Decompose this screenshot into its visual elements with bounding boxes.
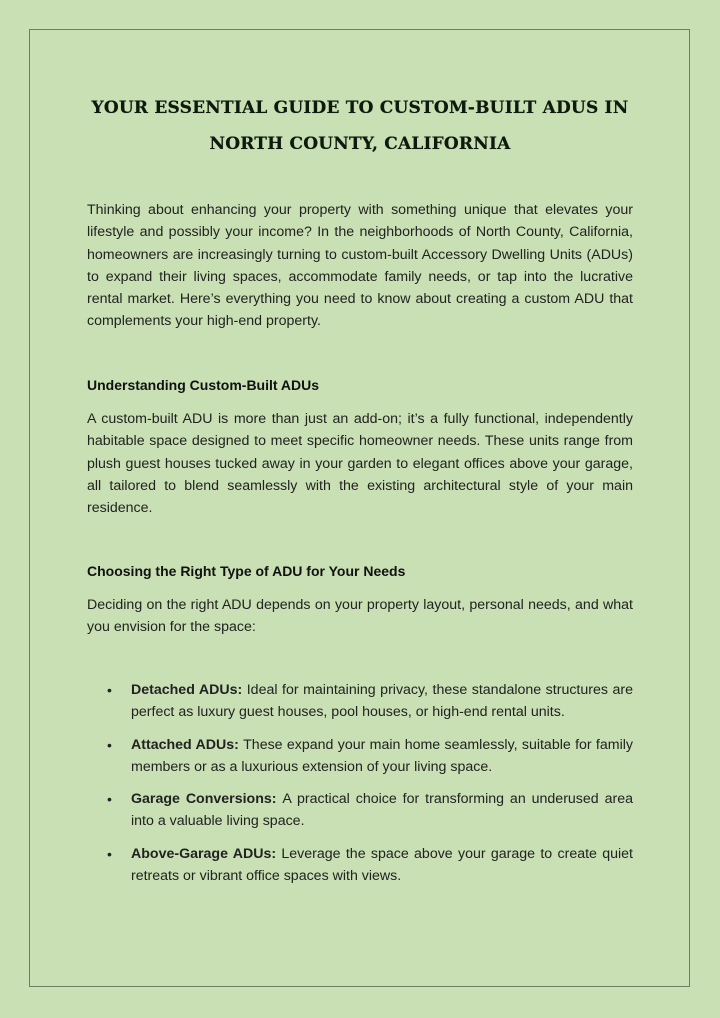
bullet-icon: • xyxy=(107,736,112,753)
list-item-term: Attached ADUs: xyxy=(131,736,244,753)
section-choosing xyxy=(87,560,633,639)
list-item xyxy=(87,843,633,888)
list-item xyxy=(87,734,633,779)
adu-type-list xyxy=(87,679,633,887)
list-item-text: A practical choice for transforming an underused area into a valuable living space. xyxy=(131,791,633,830)
list-item-text: Ideal for maintaining privacy, these standalone structures are perfect as luxury guest houses, pool houses, or high-end rental units. xyxy=(131,682,633,721)
list-item-term: Detached ADUs: xyxy=(131,682,247,698)
list-item-text: Leverage the space above your garage to create quiet retreats or vibrant office spaces with views. xyxy=(131,845,633,885)
section-understanding xyxy=(87,374,633,519)
list-item xyxy=(87,788,633,833)
intro-block xyxy=(87,199,633,333)
section-heading: Choosing the Right Type of ADU for Your Needs xyxy=(87,563,406,579)
list-item-term: Above-Garage ADUs: xyxy=(131,845,282,862)
document-title: YOUR ESSENTIAL GUIDE TO CUSTOM-BUILT ADUS IN NORTH COUNTY, CALIFORNIA xyxy=(91,98,629,154)
bullet-icon: • xyxy=(107,845,112,862)
intro-paragraph: Thinking about enhancing your property with something unique that elevates your lifestyle and possibly your income? In the neighborhoods of North County, California, homeowners are increasingly turning to custom-built Accessory Dwelling Units (ADUs) to expand their living spaces, accommodate family needs, or tap into the lucrative rental market. Here’s everything you need to know about creating a custom ADU that complements your high-end property. xyxy=(87,202,633,330)
adu-type-list-block xyxy=(87,679,633,887)
section-heading: Understanding Custom-Built ADUs xyxy=(87,377,320,393)
bullet-icon: • xyxy=(107,682,112,698)
section-paragraph: Deciding on the right ADU depends on your property layout, personal needs, and what you envision for the space: xyxy=(87,597,633,636)
section-paragraph: A custom-built ADU is more than just an add-on; it’s a fully functional, independently habitable space designed to meet specific homeowner needs. These units range from plush guest houses tucked away in your garden to elegant offices above your garage, all tailored to blend seamlessly with the existing architectural style of your main residence. xyxy=(87,411,633,517)
bullet-icon: • xyxy=(107,791,112,808)
list-item-text: These expand your main home seamlessly, suitable for family members or as a luxurious extension of your living space. xyxy=(131,736,633,775)
list-item xyxy=(87,679,633,724)
list-item-term: Garage Conversions: xyxy=(131,791,283,808)
